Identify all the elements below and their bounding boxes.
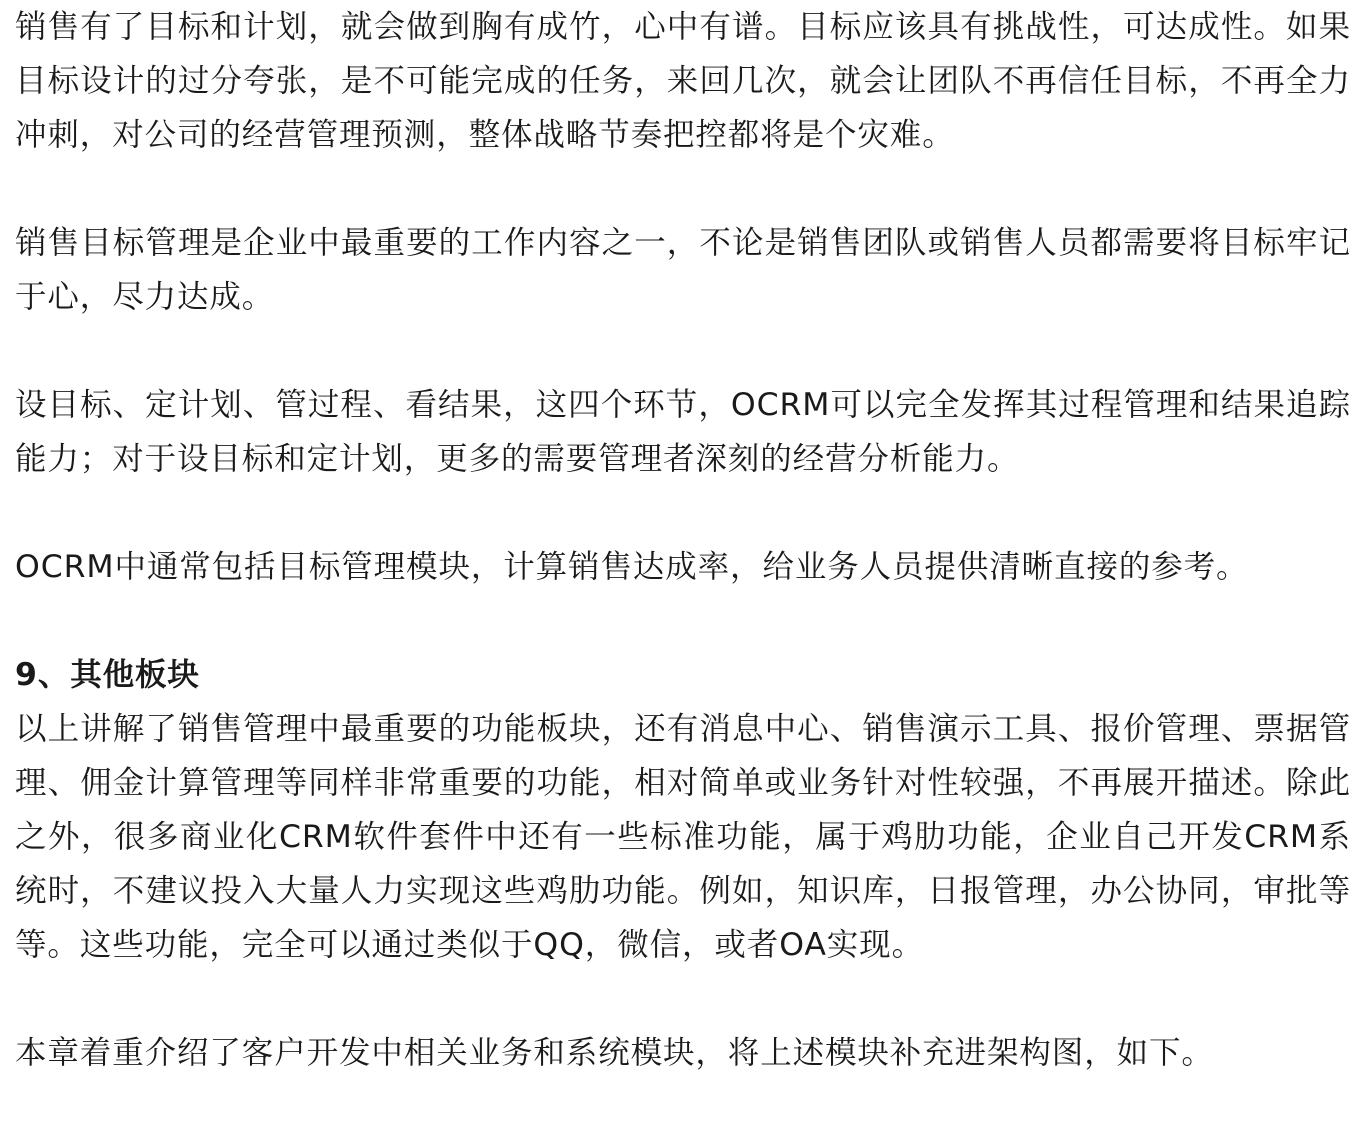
paragraph-goal-management: 销售目标管理是企业中最重要的工作内容之一，不论是销售团队或销售人员都需要将目标牢记于心，尽力达成。 <box>15 225 1351 315</box>
section-heading: 9、其他板块 <box>15 657 200 693</box>
article-body <box>15 0 1351 1080</box>
paragraph-spacer <box>15 594 1351 648</box>
paragraph-chapter-summary: 本章着重介绍了客户开发中相关业务和系统模块，将上述模块补充进架构图，如下。 <box>15 1035 1214 1071</box>
paragraph-other-modules: 以上讲解了销售管理中最重要的功能板块，还有消息中心、销售演示工具、报价管理、票据管理、佣金计算管理等同样非常重要的功能，相对简单或业务针对性较强，不再展开描述。除此之外，很多商业化CRM软件套件中还有一些标准功能，属于鸡肋功能，企业自己开发CRM系统时，不建议投入大量人力实现这些鸡肋功能。例如，知识库，日报管理，办公协同，审批等等。这些功能，完全可以通过类似于QQ，微信，或者OA实现。 <box>15 711 1351 963</box>
paragraph-spacer <box>15 972 1351 1026</box>
paragraph-spacer <box>15 162 1351 216</box>
paragraph-ocrm-module: OCRM中通常包括目标管理模块，计算销售达成率，给业务人员提供清晰直接的参考。 <box>15 549 1249 585</box>
paragraph-spacer <box>15 324 1351 378</box>
paragraph-four-steps: 设目标、定计划、管过程、看结果，这四个环节，OCRM可以完全发挥其过程管理和结果追踪能力；对于设目标和定计划，更多的需要管理者深刻的经营分析能力。 <box>15 387 1351 477</box>
paragraph-spacer <box>15 486 1351 540</box>
paragraph-sales-goals: 销售有了目标和计划，就会做到胸有成竹，心中有谱。目标应该具有挑战性，可达成性。如果目标设计的过分夸张，是不可能完成的任务，来回几次，就会让团队不再信任目标，不再全力冲刺，对公司的经营管理预测，整体战略节奏把控都将是个灾难。 <box>15 9 1351 153</box>
